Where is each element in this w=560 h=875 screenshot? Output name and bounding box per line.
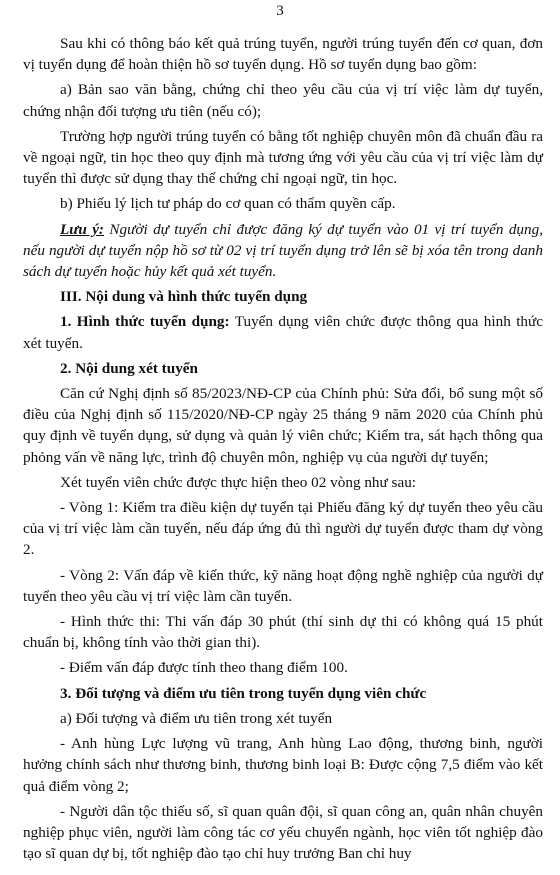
page-number: 3: [276, 3, 284, 19]
paragraph-item-a: [23, 79, 543, 121]
paragraph-text: - Hình thức thi: Thi vấn đáp 30 phút (thí sinh dự thi có không quá 15 phút chuẩn bị, không tính vào thời gian thi).: [23, 613, 543, 652]
paragraph-text: - Người dân tộc thiểu số, sĩ quan quân đội, sĩ quan công an, quân nhân chuyên nghiệp phục viên, người làm công tác cơ yếu chuyển ngành, học viên tốt nghiệp đào tạo sĩ quan dự bị, tốt nghiệp đào tạo chỉ huy trưởng Ban chỉ huy: [23, 802, 543, 863]
paragraph-text: b) Phiếu lý lịch tư pháp do cơ quan có thẩm quyền cấp.: [60, 195, 396, 213]
subheading-label: 1. Hình thức tuyển dụng:: [60, 313, 230, 331]
heading-text: 2. Nội dung xét tuyển: [60, 359, 198, 377]
paragraph-legal-basis: [23, 383, 543, 468]
paragraph-priority-heroes: [23, 733, 543, 797]
paragraph-note: [23, 219, 543, 283]
paragraph-text: - Vòng 1: Kiểm tra điều kiện dự tuyển tại Phiếu đăng ký dự tuyển theo yêu cầu của vị trí việc làm cần tuyển, nếu đáp ứng đủ thì người dự tuyển được tham dự vòng 2.: [23, 499, 543, 559]
paragraph-substitution: [23, 126, 543, 190]
paragraph-text: Tuyển dụng viên chức được thông qua hình thức xét tuyển.: [23, 313, 543, 352]
paragraph-round-1: [23, 497, 543, 561]
paragraph-priority-a: [23, 708, 543, 729]
paragraph-priority-minorities: [23, 801, 543, 865]
heading-text: 3. Đối tượng và điểm ưu tiên trong tuyển dụng viên chức: [60, 684, 427, 702]
paragraph-text: a) Bản sao văn bằng, chứng chỉ theo yêu cầu của vị trí việc làm dự tuyển, chứng nhận đối tượng ưu tiên (nếu có);: [23, 81, 543, 120]
paragraph-rounds-intro: [23, 472, 543, 493]
paragraph-text: Căn cứ Nghị định số 85/2023/NĐ-CP của Chính phủ: Sửa đổi, bổ sung một số điều của Nghị định số 115/2020/NĐ-CP ngày 25 tháng 9 năm 2020 của Chính phủ quy định về tuyển dụng, sử dụng và quản lý viên chức; Kiểm tra, sát hạch thông qua phỏng vấn về năng lực, trình độ chuyên môn, nghiệp vụ của người dự tuyển;: [23, 385, 543, 466]
paragraph-text: - Điểm vấn đáp được tính theo thang điểm 100.: [60, 659, 348, 677]
paragraph-scoring: [23, 657, 543, 678]
paragraph-form: [23, 311, 543, 353]
document-body: [23, 33, 543, 868]
paragraph-text: - Anh hùng Lực lượng vũ trang, Anh hùng Lao động, thương binh, người hưởng chính sách như thương binh, thương binh loại B: Được cộng 7,5 điểm vào kết quả điểm vòng 2;: [23, 735, 543, 795]
paragraph-intro: [23, 33, 543, 75]
subheading-priority: [23, 683, 543, 704]
paragraph-text: a) Đối tượng và điểm ưu tiên trong xét tuyển: [60, 709, 333, 727]
subheading-content: [23, 358, 543, 379]
heading-text: III. Nội dung và hình thức tuyển dụng: [60, 288, 308, 306]
paragraph-item-b: [23, 193, 543, 214]
paragraph-text: - Vòng 2: Vấn đáp về kiến thức, kỹ năng hoạt động nghề nghiệp của người dự tuyển theo yêu cầu vị trí việc làm cần tuyển.: [23, 566, 543, 605]
note-label: Lưu ý:: [60, 220, 104, 238]
paragraph-text: Sau khi có thông báo kết quả trúng tuyển, người trúng tuyển đến cơ quan, đơn vị tuyển dụng để hoàn thiện hồ sơ tuyển dụng. Hồ sơ tuyển dụng bao gồm:: [23, 35, 543, 74]
paragraph-round-2: [23, 565, 543, 607]
section-heading-iii: [23, 286, 543, 307]
paragraph-exam-format: [23, 611, 543, 653]
paragraph-text: Trường hợp người trúng tuyển có bằng tốt nghiệp chuyên môn đã chuẩn đầu ra về ngoại ngữ, tin học theo quy định mà tương ứng với yêu cầu của vị trí việc làm dự tuyển thì được sử dụng thay thế chứng chỉ ngoại ngữ, tin học.: [23, 127, 543, 188]
paragraph-text: Người dự tuyển chỉ được đăng ký dự tuyển vào 01 vị trí tuyển dụng, nếu người dự tuyển nộp hồ sơ từ 02 vị trí tuyển dụng trở lên sẽ bị xóa tên trong danh sách dự tuyển hoặc hủy kết quả xét tuyển.: [23, 220, 543, 281]
paragraph-text: Xét tuyển viên chức được thực hiện theo 02 vòng như sau:: [60, 473, 417, 491]
